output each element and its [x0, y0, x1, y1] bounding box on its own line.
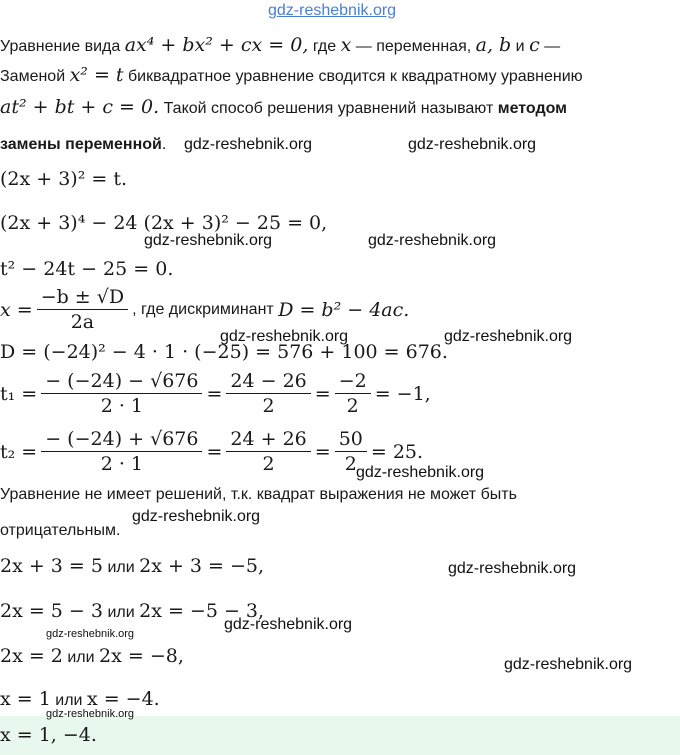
math-equation: x = 1 [0, 688, 51, 710]
math-equation: 2x = −5 − 3, [139, 600, 265, 622]
text: Уравнение вида [0, 38, 121, 55]
text: биквадратное уравнение сводится к квадратному уравнению [128, 68, 583, 85]
text: Заменой [0, 68, 66, 85]
text: или [107, 604, 135, 621]
text: Такой способ решения уравнений называют [163, 100, 494, 117]
fraction-numerator: 24 − 26 [226, 370, 310, 394]
math-equation: D = (−24)² − 4 · 1 · (−25) = 576 + 100 = 676. [0, 341, 448, 363]
watermark: gdz-reshebnik.org [368, 232, 497, 249]
equals-sign: = [206, 382, 223, 405]
solution-line-3 [0, 645, 184, 667]
text: где [312, 38, 337, 55]
fraction-denominator: 2 [346, 395, 359, 417]
math-variables: a, b [475, 34, 512, 56]
answer-box [0, 716, 680, 755]
fraction [226, 428, 310, 475]
equation-1 [0, 168, 127, 190]
solution-line-1 [0, 555, 264, 577]
watermark: gdz-reshebnik.org [46, 628, 135, 640]
solution-line-4 [0, 688, 160, 710]
watermark: gdz-reshebnik.org [220, 328, 349, 345]
math-equation: (2x + 3)⁴ − 24 (2x + 3)² − 25 = 0, [0, 212, 328, 234]
fraction-denominator: 2 [262, 453, 275, 475]
watermark-top[interactable]: gdz-reshebnik.org [268, 2, 397, 19]
watermark: gdz-reshebnik.org [448, 560, 577, 577]
equation-t1 [0, 370, 431, 417]
fraction-denominator: 2 · 1 [100, 453, 143, 475]
math-equation: (2x + 3)² = t. [0, 168, 128, 190]
text: отрицательным. [0, 522, 121, 539]
equation-4 [0, 286, 409, 333]
line-2 [0, 64, 583, 86]
math-equation: at² + bt + c = 0. [0, 96, 160, 118]
text: или [67, 649, 95, 666]
math-equation: 2x = −8, [99, 645, 184, 667]
math-equation: = −1, [374, 382, 431, 405]
fraction [41, 428, 202, 475]
math-variable: c [529, 34, 540, 56]
text: — [544, 38, 561, 55]
fraction-denominator: 2a [70, 311, 95, 333]
equals-sign: = [314, 382, 331, 405]
fraction [226, 370, 310, 417]
text: или [55, 692, 83, 709]
fraction-denominator: 2 [262, 395, 275, 417]
watermark: gdz-reshebnik.org [224, 616, 353, 633]
watermark: gdz-reshebnik.org [444, 328, 573, 345]
watermark: gdz-reshebnik.org [184, 136, 313, 153]
math-equation: 2x = 5 − 3 [0, 600, 103, 622]
answer: x = 1, −4. [0, 724, 97, 746]
math-variable: x [340, 34, 352, 56]
fraction-numerator: − (−24) + √676 [41, 428, 202, 452]
equals-sign: = [206, 440, 223, 463]
watermark: gdz-reshebnik.org [408, 136, 537, 153]
math-equation: t₂ = [0, 440, 38, 463]
fraction-numerator: 50 [335, 428, 367, 452]
note-line-2 [0, 522, 120, 540]
text: , где дискриминант [132, 300, 274, 318]
fraction-numerator: 24 + 26 [226, 428, 310, 452]
text: и [515, 38, 525, 55]
answer-line [0, 724, 97, 746]
line-4 [0, 136, 166, 154]
math-equation: x² = t [69, 64, 124, 86]
math-equation: x = −4. [86, 688, 160, 710]
watermark: gdz-reshebnik.org [356, 464, 485, 481]
watermark: gdz-reshebnik.org [132, 508, 261, 525]
watermark: gdz-reshebnik.org [46, 708, 135, 720]
math-equation: 2x = 2 [0, 645, 63, 667]
text: или [107, 559, 135, 576]
bold-term: методом [497, 100, 567, 117]
math-equation: t₁ = [0, 382, 38, 405]
fraction-numerator: − (−24) − √676 [41, 370, 202, 394]
math-equation: x = [0, 298, 33, 321]
equation-2 [0, 212, 327, 234]
fraction-denominator: 2 [344, 453, 357, 475]
equation-3 [0, 258, 173, 280]
math-equation: ax⁴ + bx² + cx = 0, [124, 34, 309, 56]
math-equation: t² − 24t − 25 = 0. [0, 258, 174, 280]
watermark: gdz-reshebnik.org [504, 656, 633, 673]
fraction-numerator: −b ± √D [37, 286, 128, 310]
fraction-denominator: 2 · 1 [100, 395, 143, 417]
line-1 [0, 34, 560, 56]
fraction-numerator: −2 [335, 370, 371, 394]
fraction [41, 370, 202, 417]
equals-sign: = [314, 440, 331, 463]
math-equation: 2x + 3 = 5 [0, 555, 103, 577]
line-3 [0, 96, 567, 118]
fraction [37, 286, 128, 333]
watermark: gdz-reshebnik.org [144, 232, 273, 249]
text: — переменная, [355, 38, 472, 55]
math-equation: 2x + 3 = −5, [139, 555, 265, 577]
bold-term: замены переменной [0, 136, 162, 153]
text: Уравнение не имеет решений, т.к. квадрат выражения не может быть [0, 486, 517, 503]
math-equation: D = b² − 4ac. [278, 298, 410, 321]
note-line-1 [0, 486, 517, 504]
fraction [335, 370, 371, 417]
math-equation: = 25. [370, 440, 424, 463]
text: . [161, 136, 167, 153]
